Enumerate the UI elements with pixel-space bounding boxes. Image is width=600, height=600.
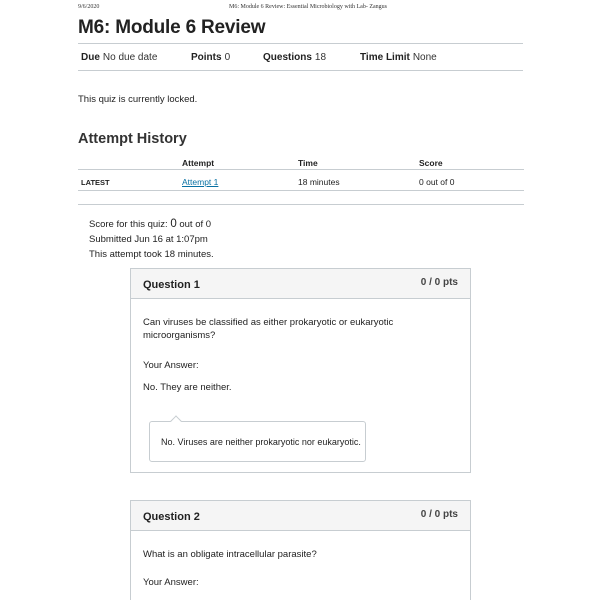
detail-label: Time Limit [360,52,410,63]
attempt-history-heading: Attempt History [78,131,187,147]
question-card-1 [130,268,471,473]
score-summary [89,217,214,262]
print-date: 9/6/2020 [78,4,100,10]
question-name: Question 2 [143,511,200,523]
detail-value: 18 [314,52,327,63]
question-points: 0 / 0 pts [420,509,458,520]
quiz-locked-message: This quiz is currently locked. [78,94,198,105]
comment-text: No. Viruses are neither prokaryotic nor eukaryotic. [161,437,361,447]
your-answer-label: Your Answer: [143,577,199,588]
detail-value: 0 [224,52,231,63]
attempt-1-link[interactable]: Attempt 1 [182,177,219,187]
column-header-attempt: Attempt [182,158,215,168]
detail-questions [263,52,326,63]
question-text: What is an obligate intracellular parasite? [143,549,317,560]
score-suffix: out of 0 [179,219,212,230]
table-header-row [78,155,524,170]
score-prefix: Score for this quiz: [89,219,168,230]
attempt-duration: This attempt took 18 minutes. [89,249,214,260]
question-text: Can viruses be classified as either prokaryotic or eukaryotic microorganisms? [143,317,394,341]
print-page-title: M6: Module 6 Review: Essential Microbiology with Lab- Zangus [229,4,387,10]
detail-value: No due date [102,52,158,63]
score-value: 0 [170,218,177,230]
detail-value: None [412,52,437,63]
section-divider [78,204,524,205]
detail-time-limit [360,52,437,63]
quiz-score-line [89,217,214,232]
question-header [131,269,470,299]
question-name: Question 1 [143,279,200,291]
submitted-answer: No. They are neither. [143,382,232,393]
column-header-time: Time [298,158,318,168]
detail-label: Due [81,52,100,63]
table-row [78,171,524,191]
question-points: 0 / 0 pts [420,277,458,288]
question-card-2 [130,500,471,600]
column-header-score: Score [419,158,443,168]
detail-points [191,52,230,63]
submitted-time: Submitted Jun 16 at 1:07pm [89,234,208,245]
your-answer-label: Your Answer: [143,360,199,371]
detail-due [81,52,157,63]
question-header [131,501,470,531]
answer-comment [149,421,366,462]
detail-label: Questions [263,52,312,63]
page-title: M6: Module 6 Review [78,17,266,38]
attempt-score: 0 out of 0 [419,177,455,187]
attempt-time: 18 minutes [298,177,340,187]
quiz-details-bar [78,43,523,71]
detail-label: Points [191,52,222,63]
latest-label: LATEST [81,178,110,187]
comment-arrow [170,415,181,426]
